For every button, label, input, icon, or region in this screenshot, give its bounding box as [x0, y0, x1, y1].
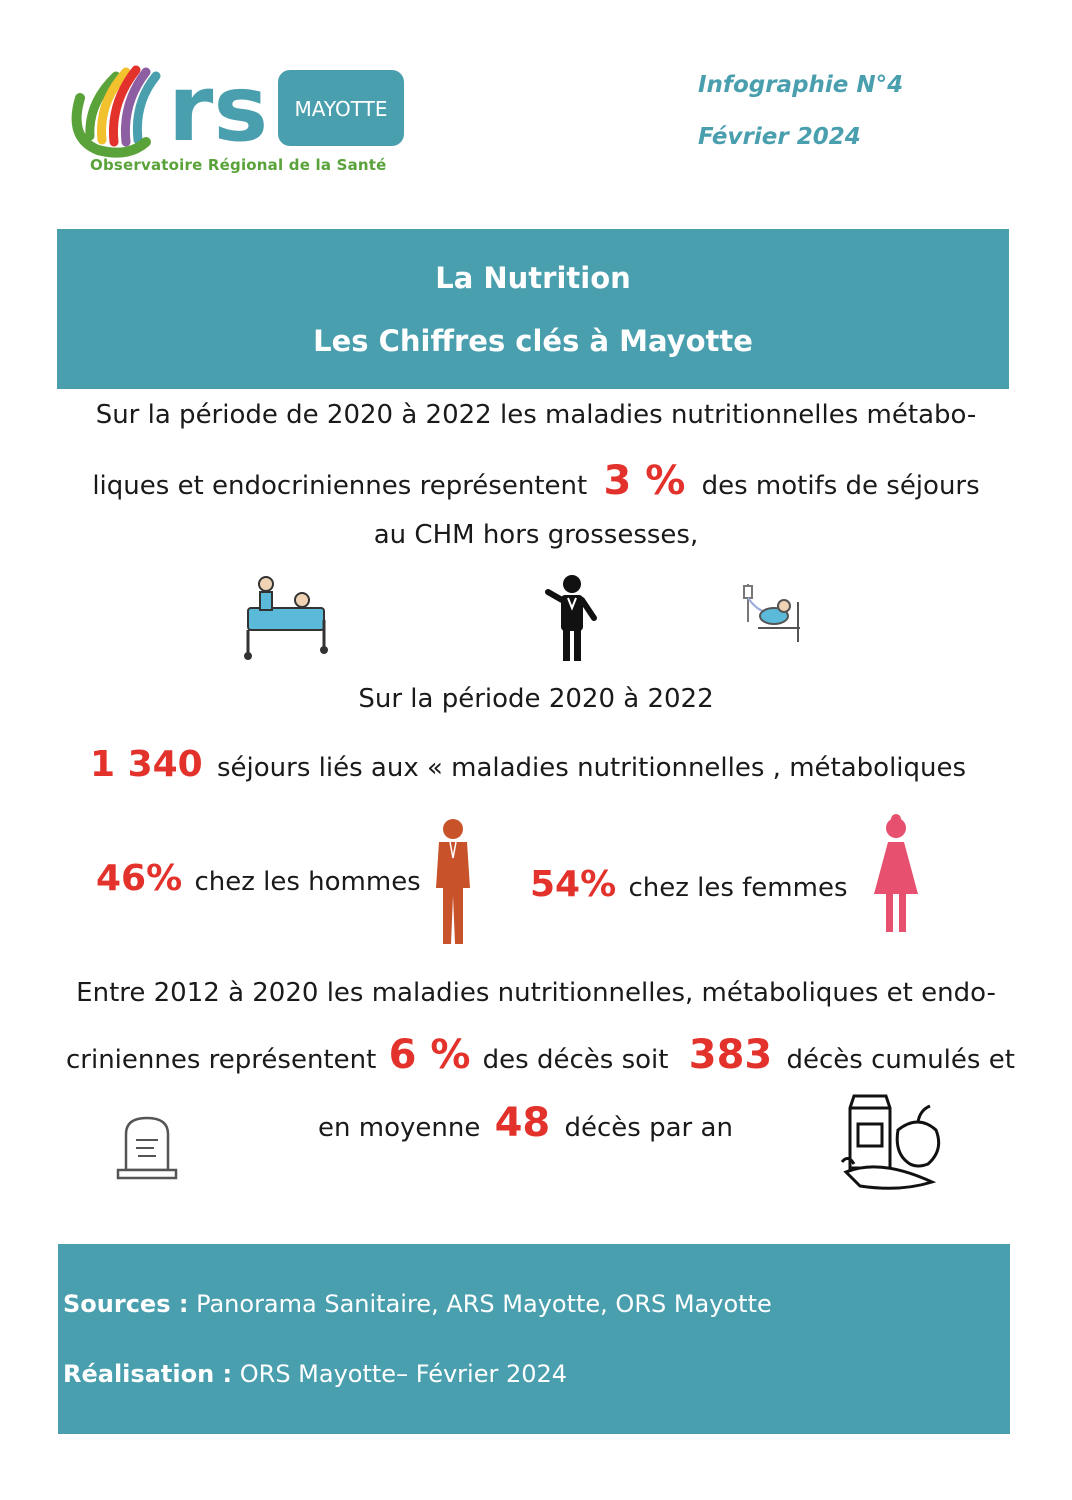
women-share-value: 54%	[530, 864, 617, 905]
section1-line3: au CHM hors grossesses,	[373, 520, 699, 550]
patient-drip-icon	[738, 582, 806, 646]
hospital-bed-icon	[240, 572, 335, 662]
logo-wordmark: rs	[168, 58, 269, 162]
section3-line2-after: décès cumulés et	[786, 1045, 1015, 1075]
footer-sources-text: Panorama Sanitaire, ARS Mayotte, ORS Mayotte	[188, 1290, 772, 1318]
logo-subtitle: Observatoire Régional de la Santé	[90, 156, 387, 174]
footer-credit-label: Réalisation :	[63, 1360, 233, 1388]
section3-line3	[318, 1100, 733, 1146]
title-banner	[57, 229, 1009, 389]
footer-credit-text: ORS Mayotte– Février 2024	[232, 1360, 568, 1388]
section3-line1: Entre 2012 à 2020 les maladies nutritionnelles, métaboliques et endo-	[76, 978, 996, 1008]
issue-date: Février 2024	[698, 124, 861, 150]
section3-line3-before: en moyenne	[318, 1113, 481, 1143]
doctor-icon	[544, 574, 600, 664]
footer-sources	[63, 1290, 772, 1318]
issue-number: Infographie N°4	[698, 72, 904, 98]
footer-panel	[58, 1244, 1010, 1434]
stays-count-value: 1 340	[90, 744, 203, 785]
women-share-text: chez les femmes	[628, 873, 848, 903]
logo-region-badge: MAYOTTE	[294, 97, 388, 121]
stays-count-text: séjours liés aux « maladies nutritionnelles , métaboliques	[217, 753, 967, 783]
stays-share-value: 3 %	[603, 458, 686, 504]
deaths-total-value: 383	[688, 1032, 773, 1078]
section3-line2	[66, 1032, 1015, 1078]
section1-line2-before: liques et endocriniennes représentent	[92, 471, 588, 501]
male-figure-icon	[430, 818, 476, 946]
section3-line2-mid: des décès soit	[482, 1045, 669, 1075]
men-stat	[96, 858, 421, 899]
food-basket-icon	[840, 1092, 946, 1192]
footer-credit	[63, 1360, 567, 1388]
banner-title: La Nutrition	[435, 261, 631, 295]
section1-line2	[0, 458, 1072, 504]
deaths-share-value: 6 %	[388, 1032, 471, 1078]
tombstone-icon	[114, 1114, 180, 1182]
men-share-text: chez les hommes	[194, 867, 421, 897]
section1-line1: Sur la période de 2020 à 2022 les maladies nutritionnelles métabo-	[95, 400, 977, 430]
section2-stays	[90, 744, 966, 785]
banner-subtitle: Les Chiffres clés à Mayotte	[313, 324, 753, 358]
section1-line2-after: des motifs de séjours	[701, 471, 980, 501]
female-figure-icon	[870, 814, 922, 934]
women-stat	[530, 864, 848, 905]
deaths-per-year-value: 48	[494, 1100, 551, 1146]
section3-line3-after: décès par an	[564, 1113, 733, 1143]
section3-line2-before: criniennes représentent	[66, 1045, 377, 1075]
men-share-value: 46%	[96, 858, 183, 899]
section2-period: Sur la période 2020 à 2022	[358, 684, 714, 714]
footer-sources-label: Sources :	[63, 1290, 189, 1318]
